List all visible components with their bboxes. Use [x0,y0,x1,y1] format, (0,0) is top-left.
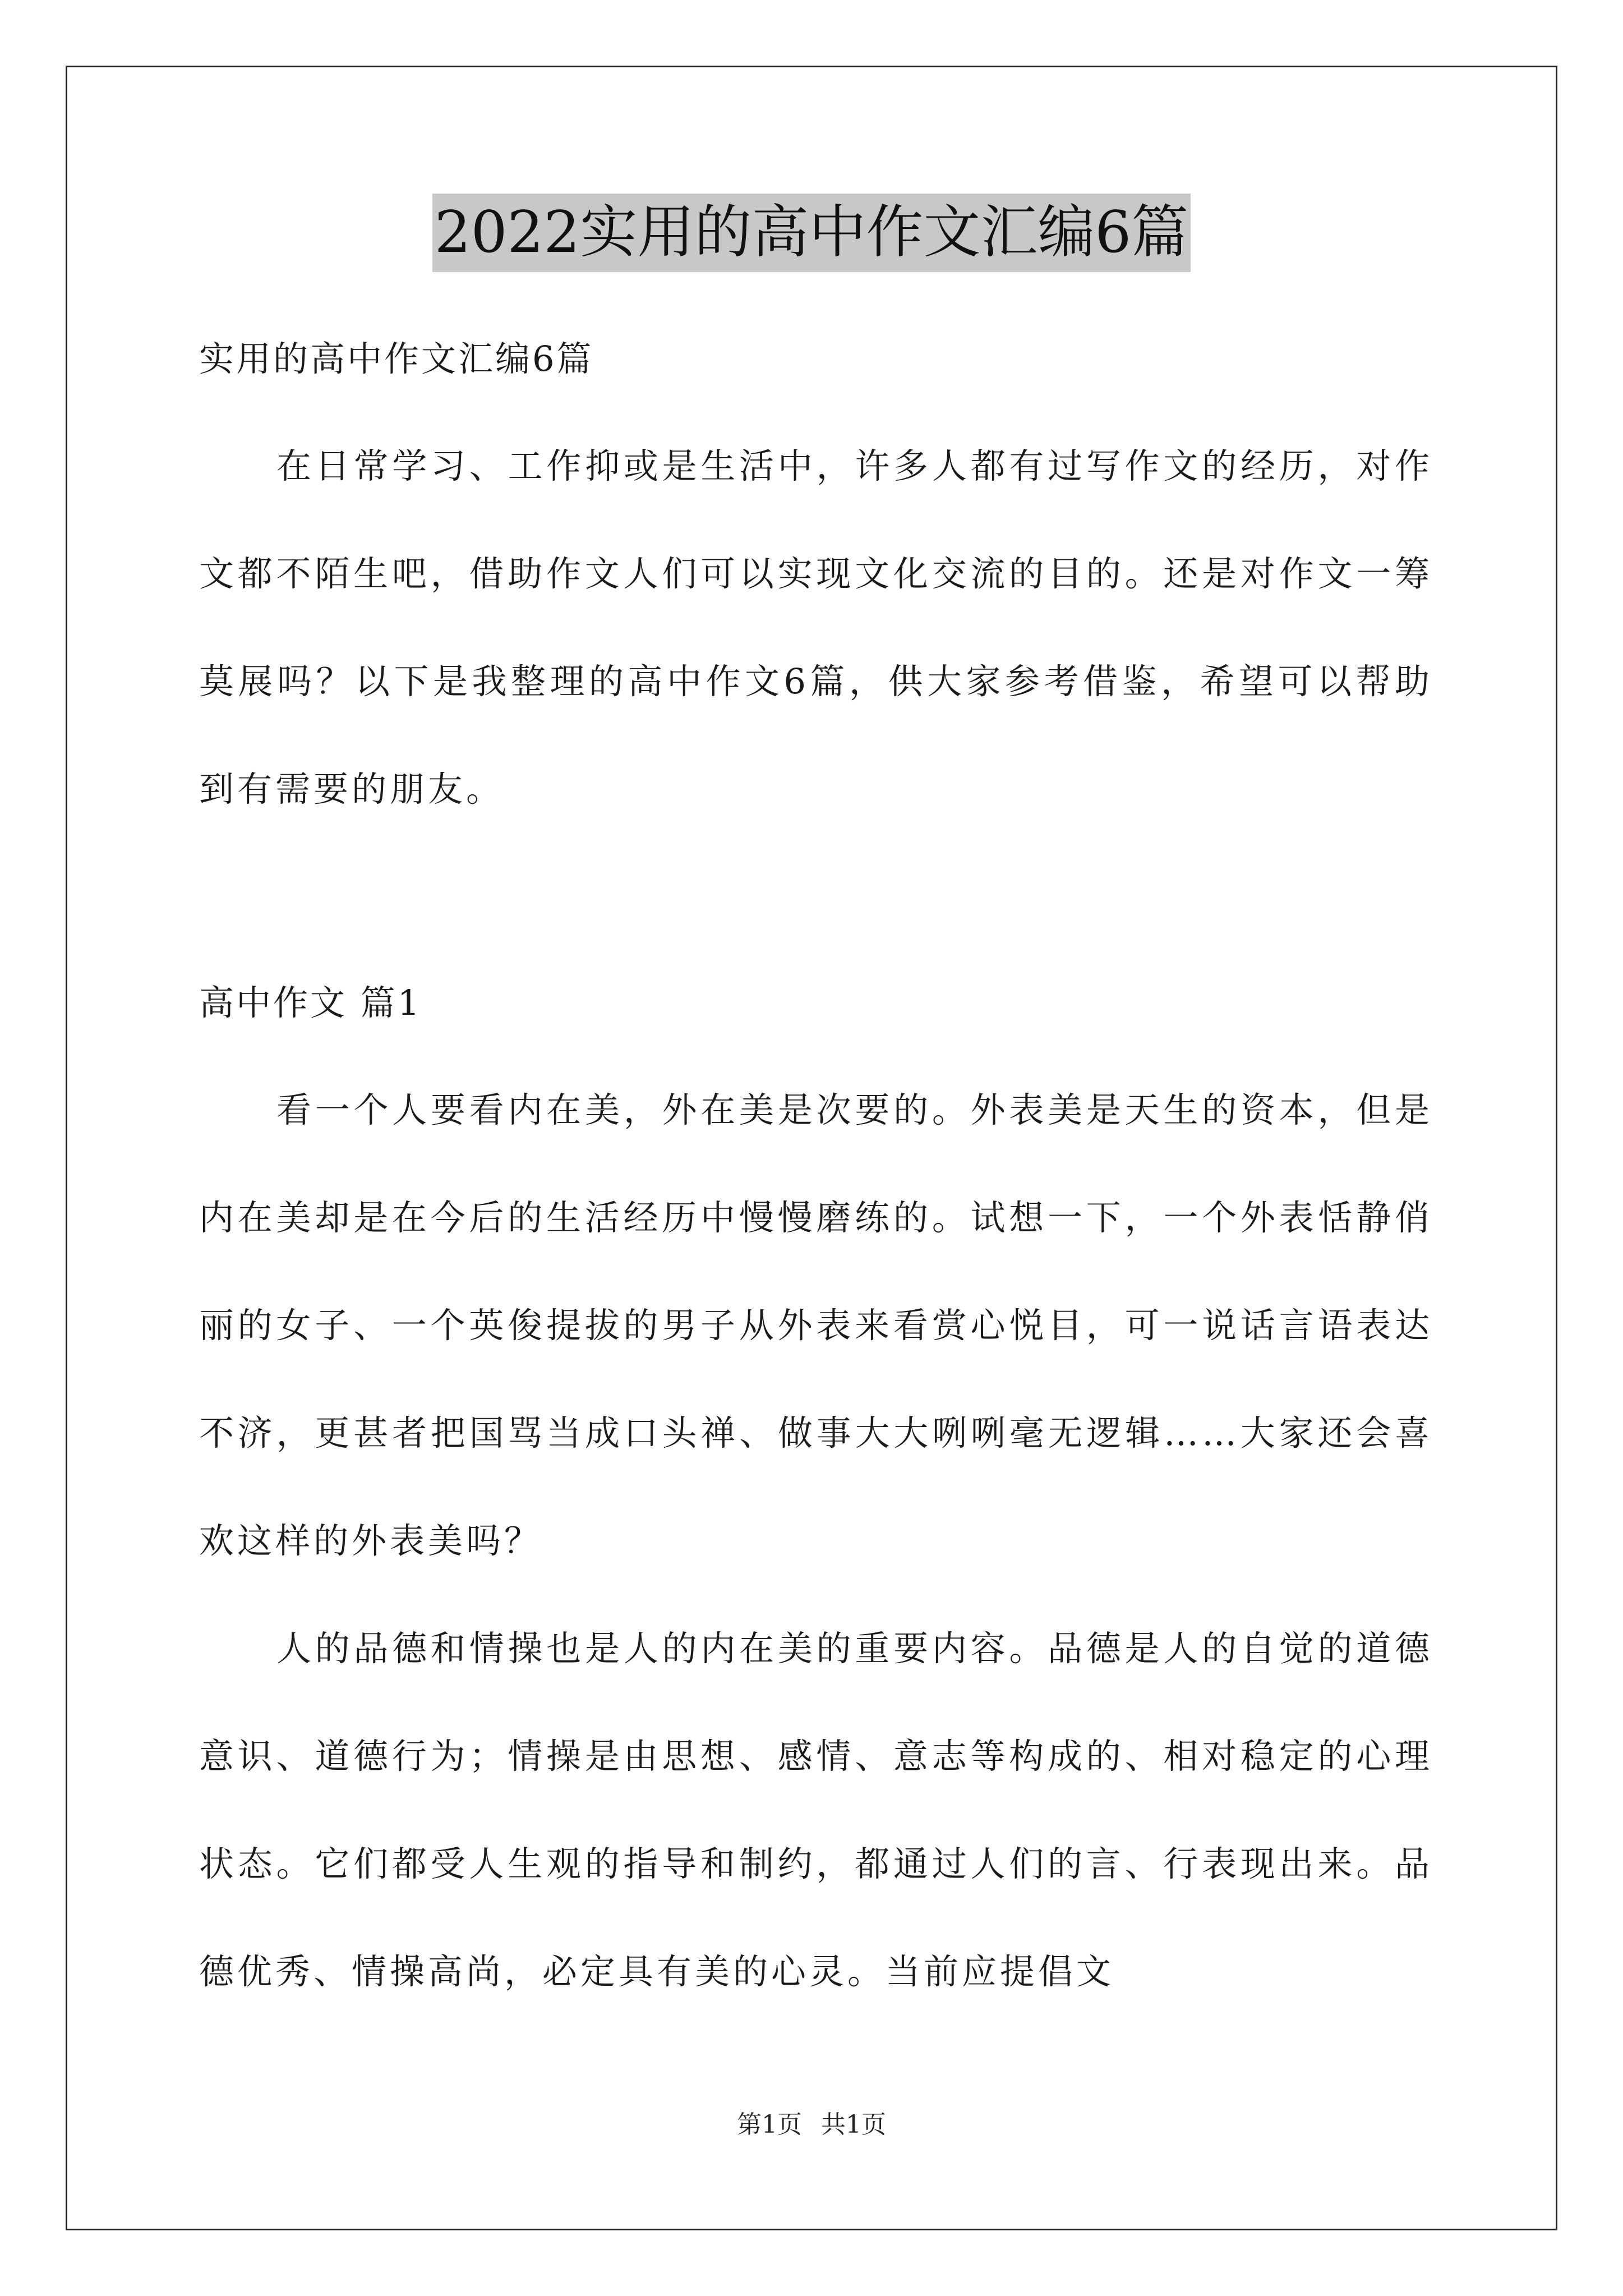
page-total: 共1页 [821,2110,886,2139]
body-paragraph: 看一个人要看内在美，外在美是次要的。外表美是天生的资本，但是内在美却是在今后的生活经历中慢慢磨练的。试想一下，一个外表恬静俏丽的女子、一个英俊提拔的男子从外表来看赏心悦目，可一说话言语表达不济，更甚者把国骂当成口头禅、做事大大咧咧毫无逻辑……大家还会喜欢这样的外表美吗？ [199,1089,1433,1561]
page-footer [0,2108,1623,2142]
document-subtitle: 实用的高中作文汇编6篇 [199,338,594,379]
document-body [199,306,1433,2026]
section-heading: 高中作文 篇1 [199,982,422,1023]
document-title: 2022实用的高中作文汇编6篇 [432,194,1191,272]
page-number: 第1页 [737,2110,802,2139]
body-paragraph: 人的品德和情操也是人的内在美的重要内容。品德是人的自觉的道德意识、道德行为；情操是由思想、感情、意志等构成的、相对稳定的心理状态。它们都受人生观的指导和制约，都通过人们的言、行表现出来。品德优秀、情操高尚，必定具有美的心灵。当前应提倡文 [199,1628,1433,1992]
title-container [0,194,1623,272]
intro-paragraph: 在日常学习、工作抑或是生活中，许多人都有过写作文的经历，对作文都不陌生吧，借助作文人们可以实现文化交流的目的。还是对作文一筹莫展吗？以下是我整理的高中作文6篇，供大家参考借鉴，希望可以帮助到有需要的朋友。 [199,445,1433,809]
